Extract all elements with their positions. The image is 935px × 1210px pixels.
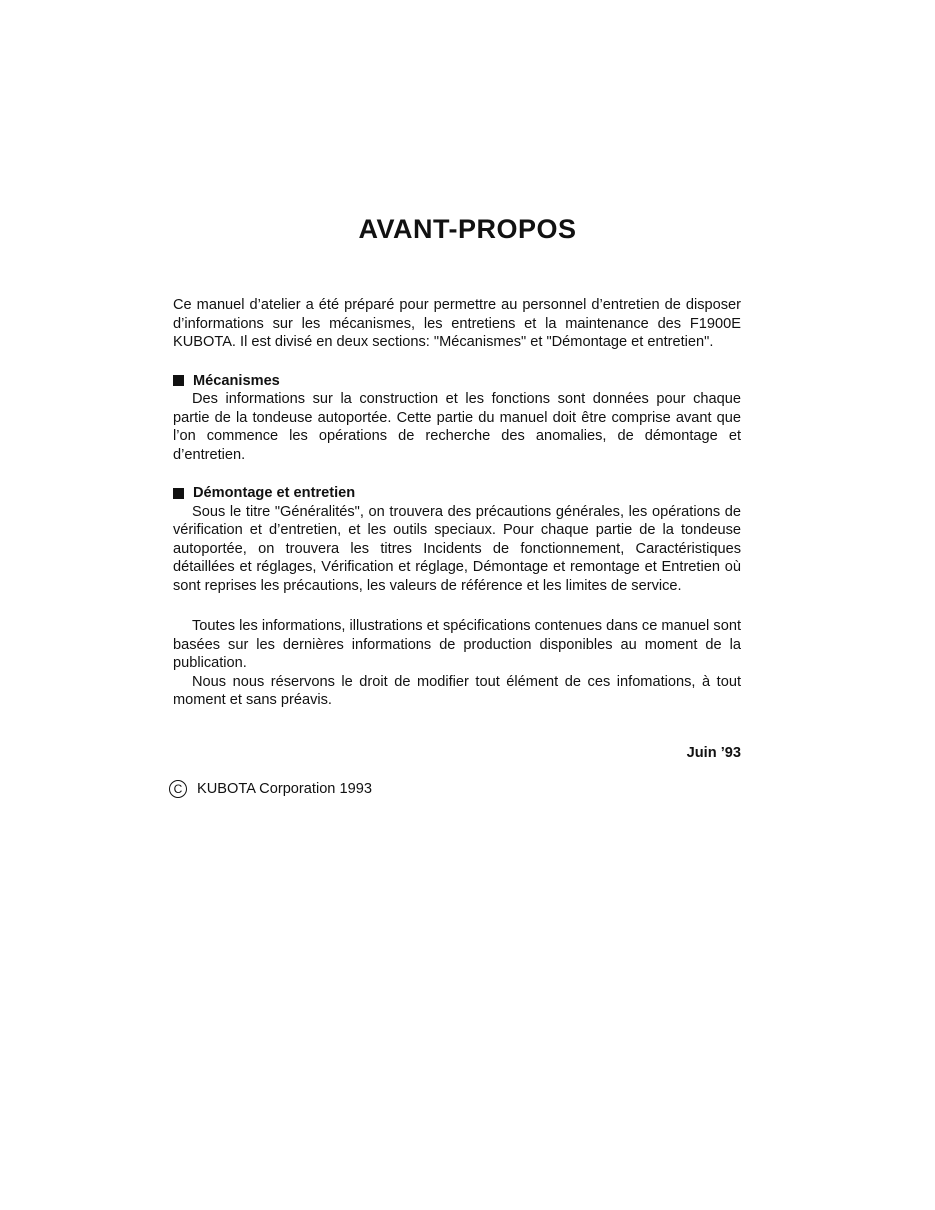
section-heading-mecanismes xyxy=(173,372,741,391)
section-paragraph-demontage: Sous le titre "Généralités", on trouvera des précautions générales, les opérations de vérification et d’entretien, et les outils speciaux. Pour chaque partie de la tondeuse autoportée, on trouvera les titres Incidents de fonctionnement, Caractéristiques détaillées et réglages, Vérification et réglage, Démontage et remontage et Entretien où sont reprises les précautions, les valeurs de référence et les limites de service. xyxy=(173,503,741,594)
section-heading-label: Mécanismes xyxy=(193,372,280,389)
section-heading-demontage xyxy=(173,484,741,503)
section-paragraph-mecanismes: Des informations sur la construction et les fonctions sont données pour chaque partie de la tondeuse autoportée. Cette partie du manuel doit être comprise avant que l’on commence les opérations de recherche des anomalies, de démontage et d’entretien. xyxy=(173,391,741,463)
closing-paragraph-rights: Nous nous réservons le droit de modifier tout élément de ces infomations, à tout moment et sans préavis. xyxy=(173,673,741,708)
intro-paragraph: Ce manuel d’atelier a été préparé pour permettre au personnel d’entretien de disposer d’informations sur les mécanismes, les entretiens et la maintenance des F1900E KUBOTA. Il est divisé en deux sections: "Mécanismes" et "Démontage et entretien". xyxy=(173,297,741,350)
bullet-square-icon xyxy=(173,375,184,386)
document-body xyxy=(173,296,741,799)
copyright-icon: C xyxy=(169,780,187,798)
copyright-notice xyxy=(169,780,741,799)
publication-date: Juin ’93 xyxy=(686,744,741,761)
copyright-text: KUBOTA Corporation 1993 xyxy=(197,781,372,797)
page-title: AVANT-PROPOS xyxy=(358,214,577,244)
closing-paragraph-information: Toutes les informations, illustrations et spécifications contenues dans ce manuel sont basées sur les dernières informations de production disponibles au moment de la publication. xyxy=(173,618,741,671)
bullet-square-icon xyxy=(173,488,184,499)
section-heading-label: Démontage et entretien xyxy=(193,485,356,501)
